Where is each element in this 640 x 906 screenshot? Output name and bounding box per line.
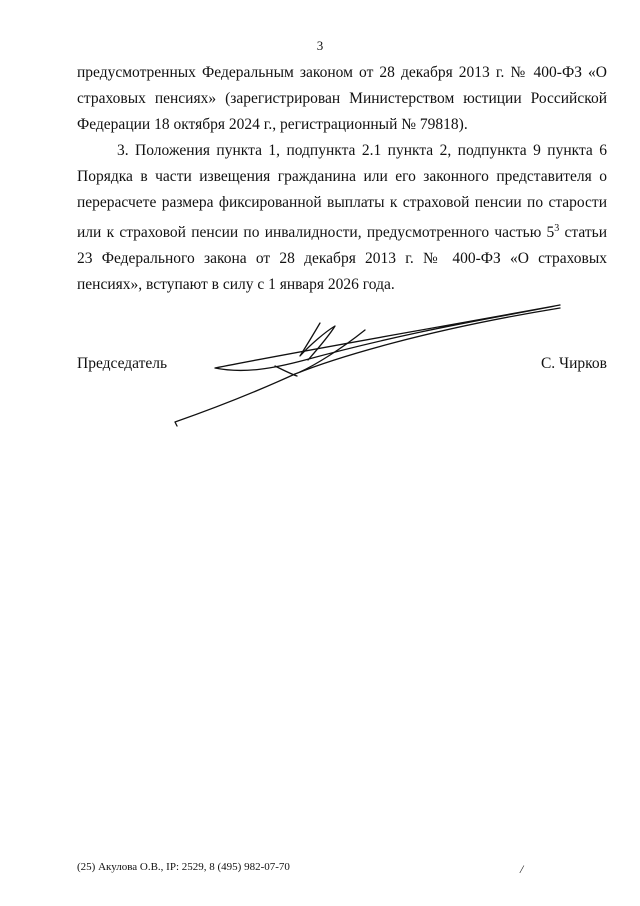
page-number: 3 (316, 38, 324, 53)
footer-mark: / (520, 862, 524, 876)
paragraph-3-text-end: статьи 23 Федерального закона от 28 декабря 2013 г. № 400-ФЗ «О страховых пенсиях», вступают в силу с 1 января 2026 года. (77, 224, 607, 294)
superscript-number: 3 (554, 223, 560, 234)
paragraph-3 (77, 138, 607, 298)
signatory-name: С. Чирков (540, 355, 607, 372)
paragraph-3-text: 3. Положения пункта 1, подпункта 2.1 пункта 2, подпункта 9 пункта 6 Порядка в части извещения гражданина или его законного представителя о перерасчете размера фиксированной выплаты к страховой пенсии по старости или к страховой пенсии по инвалидности, предусмотренного частью 5 (77, 142, 607, 242)
paragraph-continuation: предусмотренных Федеральным законом от 28 декабря 2013 г. № 400-ФЗ «О страховых пенсиях» (зарегистрирован Министерством юстиции Российской Федерации 18 октября 2024 г., регистрационный № 79818). (77, 64, 607, 133)
signatory-title: Председатель (77, 355, 168, 372)
signature-block (77, 355, 607, 377)
footer-executor: (25) Акулова О.В., IP: 2529, 8 (495) 982-07-70 (77, 861, 290, 873)
